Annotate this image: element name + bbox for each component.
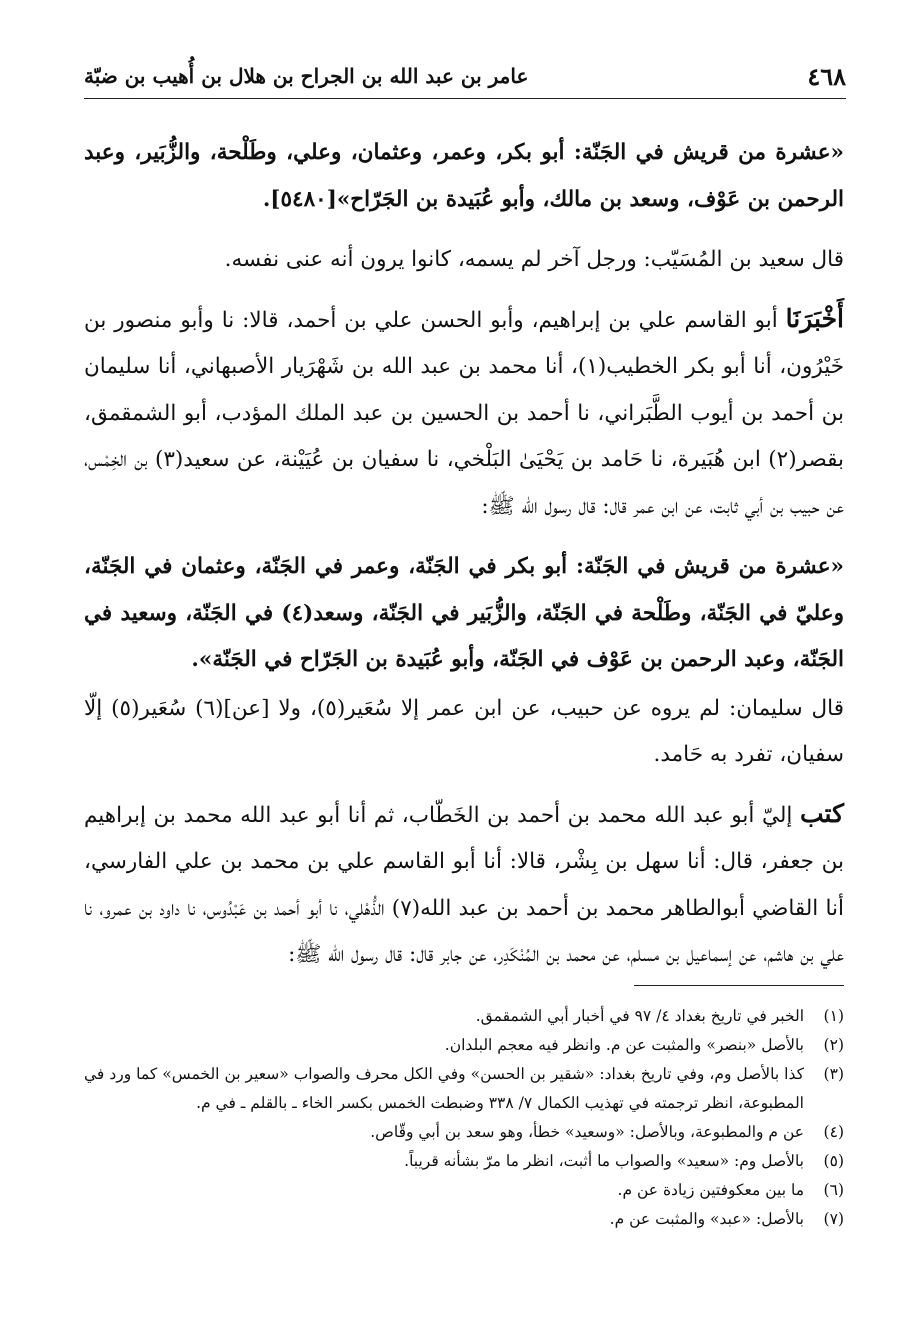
paragraph-text: إليّ أبو عبد الله محمد بن أحمد بن الخَطّاب، ثم أنا أبو عبد الله محمد بن إبراهيم بن جعفر، قال: أنا سهل بن بِشْر، قالا: أنا أبو القاسم علي بن محمد بن علي الفارسي، أنا القاضي أبوالطاهر محمد بن أحمد بن عبد الله(٧) الذُّهْلي، نا أبو أحمد بن عَبْدُوس، نا داود بن عمرو، نا علي بن هاشم، عن إسماعيل بن مسلم، عن محمد بن المُنْكَدِر، عن جابر قال: قال رسول الله ﷺ:	[84, 802, 844, 967]
footnote-5	[84, 1147, 844, 1176]
footnote-divider	[634, 985, 844, 986]
footnote-text: كذا بالأصل وم، وفي تاريخ بغداد: «شقير بن الحسن» وفي الكل محرف والصواب «سعير بن الخمس» كما ورد في المطبوعة، انظر ترجمته في تهذيب الكمال ٧/ ٣٣٨ وضبطت الخمس بكسر الخاء ـ بالقلم ـ في م.	[84, 1065, 804, 1112]
paragraph-text: «عشرة من قريش في الجَنّة: أبو بكر في الجَنّة، وعمر في الجَنّة، وعثمان في الجَنّة، وعليّ في الجَنّة، وطَلْحة في الجَنّة، والزُّبَير في الجَنّة، وسعد(٤) في الجَنّة، وسعيد في الجَنّة، وعبد الرحمن بن عَوْف في الجَنّة، وأبو عُبَيدة بن الجَرّاح في الجَنّة».	[84, 554, 844, 672]
footnote-number: (٥)	[823, 1152, 844, 1170]
footnote-2	[84, 1031, 844, 1060]
main-text	[84, 128, 844, 991]
paragraph-lead: أَخْبَرَنَا	[785, 303, 844, 333]
paragraph-note	[84, 235, 844, 284]
footnote-text: عن م والمطبوعة، وبالأصل: «وسعيد» خطأ، وهو سعد بن أبي وقّاص.	[370, 1123, 804, 1141]
paragraph-isnad-2	[84, 791, 844, 979]
footnote-number: (١)	[823, 1007, 844, 1025]
paragraph-text: قال سليمان: لم يروه عن حبيب، عن ابن عمر إلا سُعَير(٥)، ولا [عن](٦) سُعَير(٥) إلّا سفيان، تفرد به حَامد.	[84, 695, 844, 767]
paragraph-hadith-2	[84, 542, 844, 684]
paragraph-isnad-1	[84, 296, 844, 531]
footnote-1	[84, 1002, 844, 1031]
footnote-4	[84, 1118, 844, 1147]
footnote-text: بالأصل: «عبد» والمثبت عن م.	[609, 1210, 804, 1228]
footnote-number: (٢)	[823, 1036, 844, 1054]
footnote-number: (٤)	[823, 1123, 844, 1141]
running-title: عامر بن عبد الله بن الجراح بن هلال بن أُهيب بن ضبّة	[84, 64, 529, 88]
footnote-6	[84, 1176, 844, 1205]
footnotes	[84, 1002, 844, 1234]
paragraph-lead: كتب	[800, 798, 844, 828]
paragraph-text: قال سعيد بن المُسَيّب: ورجل آخر لم يسمه، كانوا يرون أنه عنى نفسه.	[224, 247, 844, 272]
footnote-text: بالأصل «بنصر» والمثبت عن م. وانظر فيه معجم البلدان.	[444, 1036, 804, 1054]
footnote-text: الخبر في تاريخ بغداد ٤/ ٩٧ في أخبار أبي الشمقمق.	[475, 1007, 804, 1025]
paragraph-comment	[84, 684, 844, 779]
paragraph-text: «عشرة من قريش في الجَنّة: أبو بكر، وعمر، وعثمان، وعلي، وطَلْحة، والزُّبَير، وعبد الرحمن بن عَوْف، وسعد بن مالك، وأبو عُبَيدة بن الجَرّاح»[٥٤٨٠].	[84, 140, 844, 212]
footnote-7	[84, 1205, 844, 1234]
footnote-number: (٧)	[823, 1210, 844, 1228]
footnote-number: (٦)	[823, 1181, 844, 1199]
footnote-3	[84, 1060, 844, 1118]
footnote-text: بالأصل وم: «سعيد» والصواب ما أثبت، انظر ما مرّ بشأنه قريباً.	[404, 1152, 804, 1170]
paragraph-hadith-1	[84, 128, 844, 223]
page-number: ٤٦٨	[807, 62, 846, 91]
running-header	[84, 62, 846, 99]
footnote-number: (٣)	[823, 1065, 844, 1083]
footnote-text: ما بين معكوفتين زيادة عن م.	[617, 1181, 804, 1199]
paragraph-text: أبو القاسم علي بن إبراهيم، وأبو الحسن علي بن أحمد، قالا: نا وأبو منصور بن خَيْرُون، أنا أبو بكر الخطيب(١)، أنا محمد بن عبد الله بن شَهْرَيار الأصبهاني، أنا سليمان بن أحمد بن أيوب الطَّبَراني، نا أحمد بن الحسين بن عبد الملك المؤدب، أبو الشمقمق، بقصر(٢) ابن هُبَيرة، نا حَامد بن يَحْيَىٰ البَلْخي، نا سفيان بن عُيَيْنة، عن سعيد(٣) بن الخِمْس، عن حبيب بن أبي ثابت، عن ابن عمر قال: قال رسول الله ﷺ:	[84, 307, 844, 519]
